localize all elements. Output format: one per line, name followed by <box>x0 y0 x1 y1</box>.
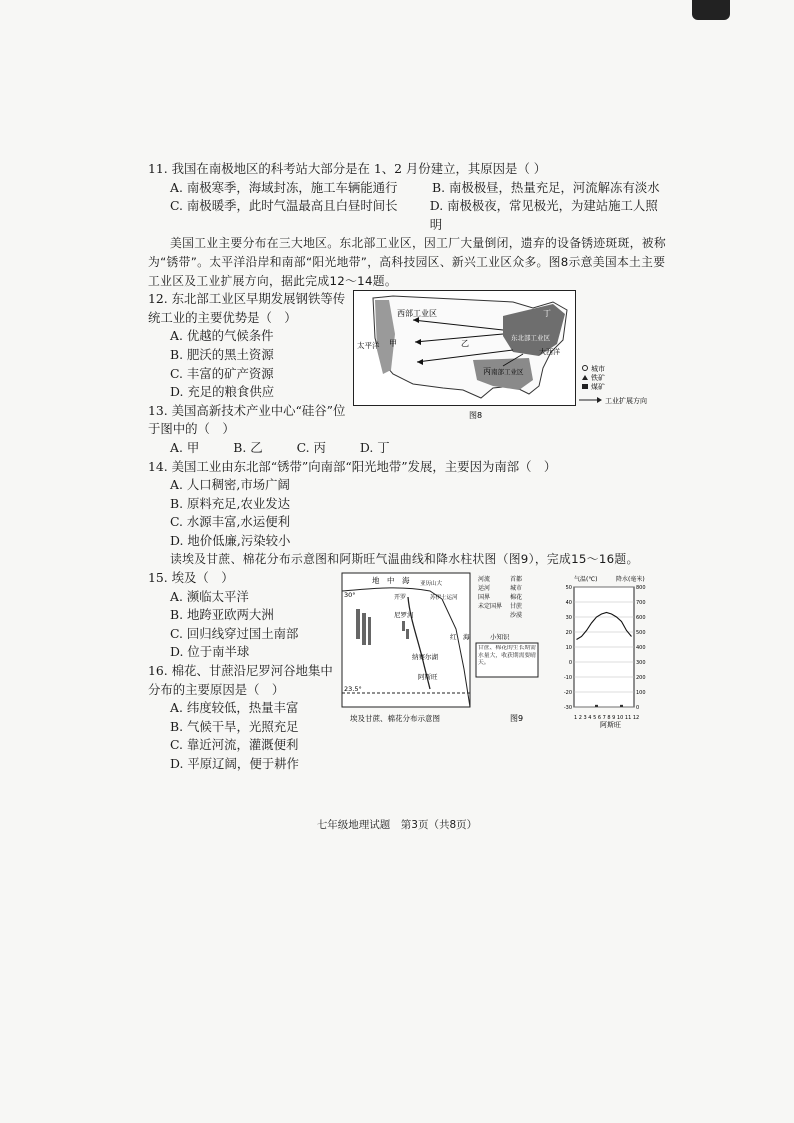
label-jia: 甲 <box>389 339 397 349</box>
mediterranean-label: 地 中 海 <box>372 576 410 586</box>
intro-usa: 美国工业主要分布在三大地区。东北部工业区，因工厂大量倒闭，遗弃的设备锈迹斑斑，被称为“锈带”。太平洋沿岸和南部“阳光地带”，高科技园区、新兴工业区众多。图8示意美国本土主要工业区及工业扩展方向，据此完成12～14题。 <box>148 236 666 288</box>
q11-stem: 11. 我国在南极地区的科考站大部分是在 1、2 月份建立，其原因是（ ） <box>148 161 547 176</box>
q14-option-d: D. 地价低廉,污染较小 <box>170 532 291 548</box>
temp-tick: 50 <box>565 585 572 592</box>
legend-city: 城市 <box>591 365 605 374</box>
aswan-chart-label: 阿斯旺 <box>600 721 621 730</box>
suez-label: 苏伊士运河 <box>430 595 458 602</box>
lat30-label: 30° <box>344 591 356 600</box>
precip-tick: 500 <box>636 630 646 637</box>
aswan-map-label: 阿斯旺 <box>418 673 438 682</box>
figure-8 <box>353 290 661 439</box>
legend-border: 国界 <box>478 594 491 602</box>
arrow-legend-head <box>597 397 602 403</box>
q12-stem: 12. 东北部工业区早期发展钢铁等传统工业的主要优势是（ ） <box>148 291 346 325</box>
q15-16-block <box>148 569 668 774</box>
precip-tick: 800 <box>636 585 646 592</box>
q16-stem: 16. 棉花、甘蔗沿尼罗河谷地集中分布的主要原因是（ ） <box>148 663 333 697</box>
coal-legend-icon <box>582 384 588 389</box>
q16-option-b: B. 气候干旱，光照充足 <box>170 718 299 734</box>
q16-option-a: A. 纬度较低，热量丰富 <box>170 700 299 716</box>
legend-iron: 铁矿 <box>591 374 605 383</box>
q15-16-text <box>148 569 338 774</box>
south-label: 南部工业区 <box>491 368 524 377</box>
cairo-label: 开罗 <box>394 594 407 602</box>
city-legend-icon <box>583 366 588 371</box>
precip-tick: 400 <box>636 645 646 652</box>
temp-tick: 40 <box>565 600 572 607</box>
egypt-legend <box>478 575 522 619</box>
temp-tick: -30 <box>563 705 572 712</box>
q15-option-a: A. 濒临太平洋 <box>170 588 249 604</box>
label-bing: 丙 <box>483 367 491 377</box>
precip-tick: 200 <box>636 675 646 682</box>
note-text: 甘蔗、棉花的生长期需水量大，收获期需要晴天。 <box>478 645 536 667</box>
precip-tick: 0 <box>636 705 640 712</box>
legend-desert: 沙漠 <box>510 612 523 620</box>
precip-axis-label: 降水(毫米) <box>616 576 645 584</box>
red-sea-label: 红 海 <box>450 633 470 642</box>
temp-tick: 20 <box>565 630 572 637</box>
q15-option-d: D. 位于南半球 <box>170 644 250 660</box>
q15-option-b: B. 地跨亚欧两大洲 <box>170 607 274 623</box>
q14-option-c: C. 水源丰富,水运便利 <box>170 514 290 530</box>
temp-tick: -20 <box>563 690 572 697</box>
q16-option-d: D. 平原辽阔，便于耕作 <box>170 756 299 771</box>
q12-option-a: A. 优越的气候条件 <box>170 328 274 344</box>
legend-city: 城市 <box>510 585 523 593</box>
q12-option-b: B. 肥沃的黑土资源 <box>170 346 274 362</box>
q13-options <box>170 439 668 458</box>
exam-page <box>148 160 668 774</box>
legend-undef-border: 未定国界 <box>478 603 503 611</box>
q13-option-a: A. 甲 <box>170 439 200 455</box>
climate-chart <box>564 585 646 711</box>
temp-tick: 0 <box>568 660 572 667</box>
q13-option-b: B. 乙 <box>233 439 263 455</box>
legend-capital: 首都 <box>510 576 523 584</box>
temp-tick: 30 <box>565 615 572 622</box>
alex-label: 亚历山大 <box>420 581 443 588</box>
usa-map <box>353 290 661 420</box>
legend-cotton: 棉花 <box>510 594 523 602</box>
q13-option-d: D. 丁 <box>359 439 390 455</box>
temp-tick: 10 <box>565 645 572 652</box>
label-ding: 丁 <box>543 309 551 319</box>
iron-legend-icon <box>582 375 588 380</box>
egypt-map-title: 埃及甘蔗、棉花分布示意图 <box>350 714 440 724</box>
q15-option-c: C. 回归线穿过国土南部 <box>170 625 299 641</box>
month-ticks: 1 2 3 4 5 6 7 8 9 10 11 12 <box>574 715 640 722</box>
precip-bar <box>595 705 598 707</box>
q11-option-a: A. 南极寒季，海域封冻，施工车辆能通行 <box>170 179 398 195</box>
nile-label: 尼罗河 <box>394 611 414 620</box>
legend-river: 河流 <box>478 576 491 584</box>
lake-label: 纳赛尔湖 <box>412 653 438 662</box>
q11-row2 <box>170 197 668 234</box>
q12-option-d: D. 充足的粮食供应 <box>170 384 275 400</box>
west-label: 西部工业区 <box>397 309 437 319</box>
temp-tick: -10 <box>563 675 572 682</box>
precip-tick: 700 <box>636 600 646 607</box>
q11-option-d: D. 南极极夜，常见极光，为建站施工人照明 <box>429 198 658 232</box>
intro-egypt: 读埃及甘蔗、棉花分布示意图和阿斯旺气温曲线和降水柱状图（图9），完成15～16题。 <box>170 552 639 567</box>
figure-9 <box>338 569 663 774</box>
q13-option-c: C. 丙 <box>296 439 326 455</box>
legend-coal: 煤矿 <box>591 383 605 392</box>
precip-tick: 100 <box>636 690 646 697</box>
q11-row1 <box>170 179 668 198</box>
legend-canal: 运河 <box>478 585 491 593</box>
q16-option-c: C. 靠近河流，灌溉便利 <box>170 737 299 753</box>
page-footer: 七年级地理试题 第3页（共8页） <box>316 819 478 831</box>
q11-option-b: B. 南极极昼，热量充足，河流解冻有淡水 <box>432 179 660 195</box>
q13-stem: 13. 美国高新技术产业中心“硅谷”位于图中的（ ） <box>148 402 346 437</box>
q14-option-b: B. 原料充足,农业发达 <box>170 495 291 511</box>
q14-stem: 14. 美国工业由东北部“锈带”向南部“阳光地带”发展，主要因为南部（ ） <box>148 458 557 474</box>
q11-option-c: C. 南极暖季，此时气温最高且白昼时间长 <box>170 198 398 214</box>
corner-tab <box>692 0 730 20</box>
q12-option-c: C. 丰富的矿产资源 <box>170 365 274 381</box>
legend-arrow: 工业扩展方向 <box>605 397 647 406</box>
pacific-label: 太平洋 <box>357 341 380 351</box>
lat23-label: 23.5° <box>344 685 362 694</box>
precip-tick: 300 <box>636 660 646 667</box>
ne-label: 东北部工业区 <box>511 334 550 343</box>
q15-stem: 15. 埃及（ ） <box>148 570 234 586</box>
precip-tick: 600 <box>636 615 646 622</box>
figure-9-caption: 图9 <box>510 714 524 724</box>
legend-sugarcane: 甘蔗 <box>510 603 523 611</box>
figure-8-caption: 图8 <box>469 411 483 421</box>
atlantic-label: 大西洋 <box>539 348 560 357</box>
label-yi: 乙 <box>461 339 469 349</box>
q12-13-text <box>148 290 353 439</box>
q14-option-a: A. 人口稠密,市场广阔 <box>170 477 290 493</box>
precip-bar <box>620 705 623 707</box>
note-text-wrap <box>478 645 536 677</box>
note-title: 小知识 <box>490 633 510 642</box>
egypt-figure <box>338 569 663 729</box>
temp-axis-label: 气温(℃) <box>574 576 598 584</box>
q12-13-block <box>148 290 668 439</box>
